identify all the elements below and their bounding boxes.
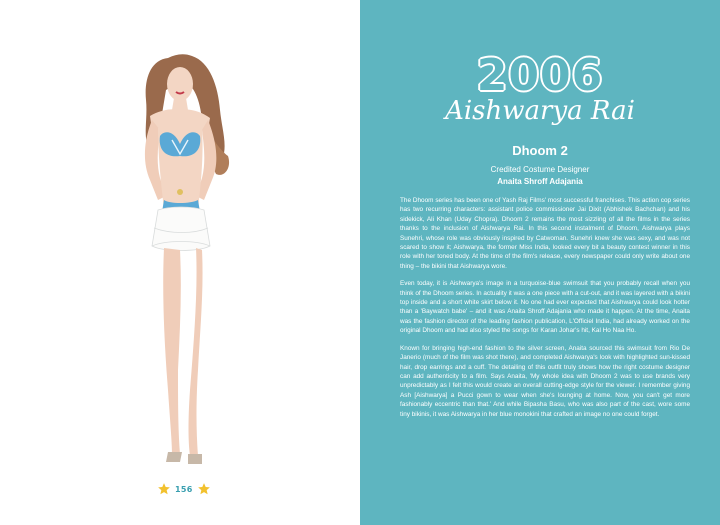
page-number: 156 xyxy=(175,484,193,494)
costume-designer-name: Anaita Shroff Adajania xyxy=(497,177,583,186)
star-icon xyxy=(157,482,171,496)
year-heading: 2006 xyxy=(476,50,604,101)
body-paragraph: Even today, it is Aishwarya's image in a turquoise-blue swimsuit that you probably recall when you think of the Dhoom series. In actuality it was a one piece with a cut-out, and it was layered with a bikini top inside and a short white skirt below it. No one had ever expected that Aishwarya could look hotter than a 'Baywatch babe' – and it was Anaita Shroff Adajania who made it happen. At the time, Anaita was the fashion director of the leading fashion publication, L'Officiel India, had already worked on the original Dhoom and had also styled the songs for Karan Johar's hit, Kal Ho Naa Ho. xyxy=(400,280,690,335)
actress-name: Aishwarya Rai xyxy=(445,96,635,126)
body-paragraph: The Dhoom series has been one of Yash Raj Films' most successful franchises. This action cop series has two recurring characters: assistant police commissioner Jai Dixit (Abhishek Bachchan) and his sidekick, Ali Khan (Uday Chopra). Dhoom 2 remains the most sizzling of all the films in the series thanks to the inclusion of Aishwarya Rai. In this second instalment of Dhoom, Aishwarya plays Sunehri, whose role was obviously inspired by Catwoman. Sunehri knew she was sexy, and was not scared to show it; Aishwarya, the former Miss India, looked every bit a beauty contest winner in this role with her toned body. At the time of the film's release, every newspaper could only write about one thing – the bikini that Aishwarya wore. xyxy=(400,197,690,270)
credit-label: Credited Costume Designer xyxy=(490,165,590,174)
fashion-illustration xyxy=(110,50,260,470)
page-folio xyxy=(157,481,211,497)
body-paragraph: Known for bringing high-end fashion to the silver screen, Anaita sourced this swimsuit from Rio De Janerio (much of the film was shot there), and completed Aishwarya's look with highlighted sun-kissed hair, drop earrings and a cuff. The detailing of this outfit truly shows how the right costume designer can add authenticity to a film. Says Anaita, 'My whole idea with Dhoom 2 was to use brands very unpredictably as I felt this would create an overall cutting-edge style for the viewer. I remember giving Ash [Aishwarya] a Pucci gown to wear when she's lounging at home. Now, you can't get more fashionably eccentric than that.' And while Bipasha Basu, who was also part of the cast, wore some tiny bikinis, it was Aishwarya in her blue monokini that crafted an image no one could forget. xyxy=(400,344,690,418)
right-page xyxy=(360,0,720,525)
star-icon xyxy=(197,482,211,496)
article-body xyxy=(400,196,690,419)
film-title: Dhoom 2 xyxy=(512,143,568,158)
